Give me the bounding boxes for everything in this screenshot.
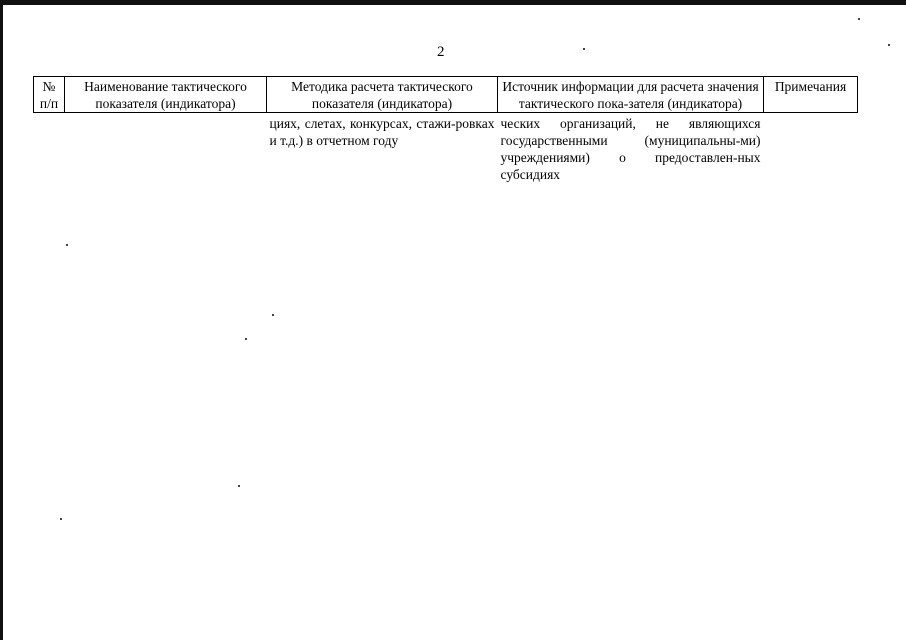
scan-speck bbox=[245, 338, 247, 340]
scan-speck bbox=[272, 314, 274, 316]
header-calculation-method: Методика расчета тактического показателя (индикатора) bbox=[267, 77, 498, 113]
page-number: 2 bbox=[437, 44, 445, 60]
cell-indicator-name bbox=[65, 113, 267, 184]
cell-number bbox=[34, 113, 65, 184]
table-header-row bbox=[34, 77, 858, 113]
scan-border-top bbox=[0, 0, 906, 5]
cell-information-source: ческих организаций, не являющихся государственными (муниципальны-ми) учреждениями) о предоставлен-ных субсидиях bbox=[500, 116, 761, 182]
header-number: № п/п bbox=[34, 77, 65, 113]
scan-speck bbox=[238, 485, 240, 487]
scan-border-left bbox=[0, 0, 3, 640]
scan-speck bbox=[888, 44, 890, 46]
header-information-source: Источник информации для расчета значения тактического пока-зателя (индикатора) bbox=[498, 77, 764, 113]
cell-calculation-method: циях, слетах, конкурсах, стажи-ровках и т.д.) в отчетном году bbox=[269, 116, 495, 148]
scan-speck bbox=[583, 48, 585, 50]
cell-notes bbox=[764, 113, 858, 184]
scan-speck bbox=[858, 18, 860, 20]
indicators-table bbox=[33, 76, 858, 183]
header-indicator-name: Наименование тактического показателя (индикатора) bbox=[65, 77, 267, 113]
scan-speck bbox=[66, 244, 68, 246]
table-row bbox=[34, 113, 858, 184]
scan-speck bbox=[60, 518, 62, 520]
header-notes: Примечания bbox=[764, 77, 858, 113]
